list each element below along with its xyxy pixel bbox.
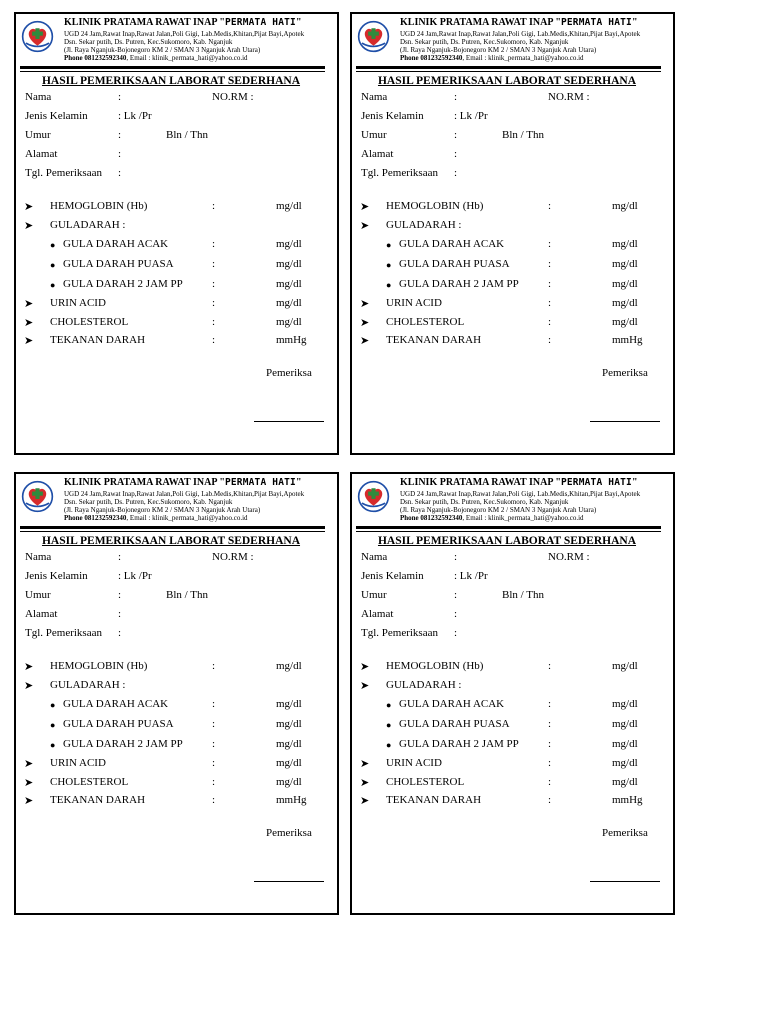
test-urin-acid-colon: : bbox=[548, 297, 552, 309]
signature-line bbox=[254, 880, 324, 882]
jenis-kelamin-label: Jenis Kelamin bbox=[25, 570, 88, 582]
test-hemoglobin-unit: mg/dl bbox=[612, 200, 638, 212]
arrow-bullet-icon: ➤ bbox=[360, 335, 370, 347]
test-urin-acid-unit: mg/dl bbox=[276, 297, 302, 309]
alamat-label: Alamat bbox=[361, 148, 394, 160]
test-hemoglobin-label: HEMOGLOBIN (Hb) bbox=[386, 660, 484, 672]
clinic-contact: Phone 081232592340, Email : klinik_permata_hati@yahoo.co.id bbox=[64, 514, 248, 522]
test-tekanan-darah-label: TEKANAN DARAH bbox=[50, 794, 146, 806]
arrow-bullet-icon: ➤ bbox=[360, 795, 370, 807]
test-guladarah-label: GULADARAH : bbox=[386, 219, 462, 231]
test-urin-acid-unit: mg/dl bbox=[276, 757, 302, 769]
test-hemoglobin-label: HEMOGLOBIN (Hb) bbox=[386, 200, 484, 212]
test-gula-puasa-colon: : bbox=[548, 718, 552, 730]
test-urin-acid-colon: : bbox=[212, 297, 216, 309]
jenis-kelamin-value: : Lk /Pr bbox=[118, 570, 152, 582]
dot-bullet-icon: ● bbox=[386, 280, 392, 290]
header-divider-thin bbox=[20, 71, 325, 72]
test-gula-2jam-pp-label: GULA DARAH 2 JAM PP bbox=[63, 278, 183, 290]
nama-colon: : bbox=[118, 91, 122, 103]
dot-bullet-icon: ● bbox=[386, 720, 392, 730]
test-tekanan-darah-unit: mmHg bbox=[612, 794, 643, 806]
tgl-pemeriksaan-colon: : bbox=[454, 167, 458, 179]
dot-bullet-icon: ● bbox=[386, 700, 392, 710]
arrow-bullet-icon: ➤ bbox=[360, 777, 370, 789]
test-hemoglobin-colon: : bbox=[212, 660, 216, 672]
jenis-kelamin-value: : Lk /Pr bbox=[454, 110, 488, 122]
alamat-label: Alamat bbox=[361, 608, 394, 620]
arrow-bullet-icon: ➤ bbox=[24, 201, 34, 213]
clinic-logo-icon bbox=[357, 20, 390, 53]
no-rm-label: NO.RM : bbox=[212, 551, 254, 563]
header-divider-thin bbox=[20, 531, 325, 532]
clinic-logo-icon bbox=[21, 20, 54, 53]
test-guladarah-label: GULADARAH : bbox=[50, 679, 126, 691]
no-rm-label: NO.RM : bbox=[212, 91, 254, 103]
test-tekanan-darah-unit: mmHg bbox=[612, 334, 643, 346]
test-tekanan-darah-colon: : bbox=[548, 794, 552, 806]
umur-unit: Bln / Thn bbox=[502, 129, 544, 141]
alamat-colon: : bbox=[454, 148, 458, 160]
dot-bullet-icon: ● bbox=[50, 700, 56, 710]
test-gula-puasa-label: GULA DARAH PUASA bbox=[63, 258, 174, 270]
umur-unit: Bln / Thn bbox=[166, 589, 208, 601]
test-tekanan-darah-label: TEKANAN DARAH bbox=[386, 794, 482, 806]
nama-colon: : bbox=[454, 91, 458, 103]
test-cholesterol-unit: mg/dl bbox=[276, 776, 302, 788]
alamat-colon: : bbox=[454, 608, 458, 620]
tgl-pemeriksaan-colon: : bbox=[118, 167, 122, 179]
clinic-address-line2: (Jl. Raya Nganjuk-Bojonegoro KM 2 / SMAN 3 Nganjuk Arah Utara) bbox=[400, 506, 597, 514]
clinic-contact: Phone 081232592340, Email : klinik_permata_hati@yahoo.co.id bbox=[64, 54, 248, 62]
arrow-bullet-icon: ➤ bbox=[360, 298, 370, 310]
test-gula-acak-unit: mg/dl bbox=[276, 698, 302, 710]
test-tekanan-darah-label: TEKANAN DARAH bbox=[386, 334, 482, 346]
test-cholesterol-unit: mg/dl bbox=[612, 776, 638, 788]
clinic-name: KLINIK PRATAMA RAWAT INAP "PERMATA HATI" bbox=[64, 477, 302, 488]
clinic-address-line1: Dsn. Sekar putih, Ds. Putren, Kec.Sukomoro, Kab. Nganjuk bbox=[64, 498, 233, 506]
no-rm-label: NO.RM : bbox=[548, 551, 590, 563]
clinic-address-line2: (Jl. Raya Nganjuk-Bojonegoro KM 2 / SMAN 3 Nganjuk Arah Utara) bbox=[64, 506, 261, 514]
alamat-label: Alamat bbox=[25, 148, 58, 160]
clinic-services: UGD 24 Jam,Rawat Inap,Rawat Jalan,Poli Gigi, Lab.Medis,Khitan,Pijat Bayi,Apotek bbox=[64, 490, 305, 498]
dot-bullet-icon: ● bbox=[50, 720, 56, 730]
clinic-address-line1: Dsn. Sekar putih, Ds. Putren, Kec.Sukomoro, Kab. Nganjuk bbox=[400, 38, 569, 46]
arrow-bullet-icon: ➤ bbox=[24, 220, 34, 232]
examiner-label: Pemeriksa bbox=[602, 827, 648, 839]
test-cholesterol-unit: mg/dl bbox=[276, 316, 302, 328]
clinic-contact: Phone 081232592340, Email : klinik_permata_hati@yahoo.co.id bbox=[400, 54, 584, 62]
tgl-pemeriksaan-colon: : bbox=[118, 627, 122, 639]
arrow-bullet-icon: ➤ bbox=[24, 335, 34, 347]
test-gula-2jam-pp-colon: : bbox=[548, 278, 552, 290]
arrow-bullet-icon: ➤ bbox=[24, 758, 34, 770]
test-guladarah-label: GULADARAH : bbox=[386, 679, 462, 691]
alamat-label: Alamat bbox=[25, 608, 58, 620]
test-gula-puasa-colon: : bbox=[548, 258, 552, 270]
document-title: HASIL PEMERIKSAAN LABORAT SEDERHANA bbox=[377, 75, 637, 87]
test-cholesterol-colon: : bbox=[548, 776, 552, 788]
no-rm-label: NO.RM : bbox=[548, 91, 590, 103]
umur-label: Umur bbox=[25, 129, 51, 141]
arrow-bullet-icon: ➤ bbox=[24, 680, 34, 692]
jenis-kelamin-label: Jenis Kelamin bbox=[25, 110, 88, 122]
umur-label: Umur bbox=[361, 129, 387, 141]
nama-label: Nama bbox=[25, 91, 52, 103]
test-gula-acak-unit: mg/dl bbox=[612, 238, 638, 250]
umur-unit: Bln / Thn bbox=[502, 589, 544, 601]
arrow-bullet-icon: ➤ bbox=[360, 758, 370, 770]
test-hemoglobin-unit: mg/dl bbox=[276, 200, 302, 212]
arrow-bullet-icon: ➤ bbox=[24, 298, 34, 310]
test-gula-2jam-pp-colon: : bbox=[548, 738, 552, 750]
clinic-services: UGD 24 Jam,Rawat Inap,Rawat Jalan,Poli Gigi, Lab.Medis,Khitan,Pijat Bayi,Apotek bbox=[400, 30, 641, 38]
test-tekanan-darah-label: TEKANAN DARAH bbox=[50, 334, 146, 346]
test-gula-acak-unit: mg/dl bbox=[276, 238, 302, 250]
test-hemoglobin-label: HEMOGLOBIN (Hb) bbox=[50, 200, 148, 212]
test-cholesterol-unit: mg/dl bbox=[612, 316, 638, 328]
test-gula-puasa-unit: mg/dl bbox=[276, 718, 302, 730]
test-gula-puasa-label: GULA DARAH PUASA bbox=[399, 718, 510, 730]
test-cholesterol-label: CHOLESTEROL bbox=[386, 776, 465, 788]
dot-bullet-icon: ● bbox=[50, 260, 56, 270]
clinic-logo-icon bbox=[21, 480, 54, 513]
arrow-bullet-icon: ➤ bbox=[24, 661, 34, 673]
test-gula-puasa-unit: mg/dl bbox=[612, 258, 638, 270]
test-urin-acid-label: URIN ACID bbox=[50, 297, 106, 309]
tgl-pemeriksaan-label: Tgl. Pemeriksaan bbox=[25, 627, 102, 639]
nama-colon: : bbox=[118, 551, 122, 563]
clinic-services: UGD 24 Jam,Rawat Inap,Rawat Jalan,Poli Gigi, Lab.Medis,Khitan,Pijat Bayi,Apotek bbox=[400, 490, 641, 498]
test-gula-acak-colon: : bbox=[212, 238, 216, 250]
test-gula-2jam-pp-unit: mg/dl bbox=[276, 738, 302, 750]
document-title: HASIL PEMERIKSAAN LABORAT SEDERHANA bbox=[41, 535, 301, 547]
document-title: HASIL PEMERIKSAAN LABORAT SEDERHANA bbox=[377, 535, 637, 547]
examiner-label: Pemeriksa bbox=[266, 367, 312, 379]
umur-colon: : bbox=[118, 129, 122, 141]
test-tekanan-darah-unit: mmHg bbox=[276, 794, 307, 806]
test-cholesterol-label: CHOLESTEROL bbox=[386, 316, 465, 328]
test-hemoglobin-colon: : bbox=[548, 200, 552, 212]
test-gula-acak-label: GULA DARAH ACAK bbox=[399, 238, 505, 250]
arrow-bullet-icon: ➤ bbox=[24, 777, 34, 789]
test-gula-acak-label: GULA DARAH ACAK bbox=[63, 698, 169, 710]
document-title: HASIL PEMERIKSAAN LABORAT SEDERHANA bbox=[41, 75, 301, 87]
test-cholesterol-colon: : bbox=[212, 776, 216, 788]
test-gula-acak-colon: : bbox=[212, 698, 216, 710]
header-divider-thin bbox=[356, 531, 661, 532]
test-cholesterol-label: CHOLESTEROL bbox=[50, 776, 129, 788]
test-hemoglobin-label: HEMOGLOBIN (Hb) bbox=[50, 660, 148, 672]
lab-result-card bbox=[350, 12, 675, 455]
test-gula-puasa-colon: : bbox=[212, 258, 216, 270]
test-cholesterol-label: CHOLESTEROL bbox=[50, 316, 129, 328]
clinic-contact: Phone 081232592340, Email : klinik_permata_hati@yahoo.co.id bbox=[400, 514, 584, 522]
test-gula-2jam-pp-label: GULA DARAH 2 JAM PP bbox=[399, 278, 519, 290]
nama-label: Nama bbox=[361, 551, 388, 563]
tgl-pemeriksaan-label: Tgl. Pemeriksaan bbox=[25, 167, 102, 179]
test-gula-2jam-pp-unit: mg/dl bbox=[276, 278, 302, 290]
clinic-address-line2: (Jl. Raya Nganjuk-Bojonegoro KM 2 / SMAN 3 Nganjuk Arah Utara) bbox=[64, 46, 261, 54]
jenis-kelamin-value: : Lk /Pr bbox=[454, 570, 488, 582]
test-urin-acid-colon: : bbox=[548, 757, 552, 769]
clinic-logo-icon bbox=[357, 480, 390, 513]
test-gula-2jam-pp-colon: : bbox=[212, 738, 216, 750]
test-gula-puasa-label: GULA DARAH PUASA bbox=[63, 718, 174, 730]
test-gula-2jam-pp-label: GULA DARAH 2 JAM PP bbox=[63, 738, 183, 750]
test-tekanan-darah-colon: : bbox=[212, 794, 216, 806]
test-gula-2jam-pp-unit: mg/dl bbox=[612, 278, 638, 290]
dot-bullet-icon: ● bbox=[386, 240, 392, 250]
test-tekanan-darah-colon: : bbox=[212, 334, 216, 346]
test-urin-acid-label: URIN ACID bbox=[386, 297, 442, 309]
tgl-pemeriksaan-colon: : bbox=[454, 627, 458, 639]
arrow-bullet-icon: ➤ bbox=[360, 317, 370, 329]
test-hemoglobin-colon: : bbox=[212, 200, 216, 212]
umur-label: Umur bbox=[361, 589, 387, 601]
umur-colon: : bbox=[454, 589, 458, 601]
clinic-name: KLINIK PRATAMA RAWAT INAP "PERMATA HATI" bbox=[400, 477, 638, 488]
test-gula-acak-label: GULA DARAH ACAK bbox=[399, 698, 505, 710]
header-divider-thick bbox=[356, 66, 661, 69]
test-tekanan-darah-colon: : bbox=[548, 334, 552, 346]
test-cholesterol-colon: : bbox=[212, 316, 216, 328]
signature-line bbox=[590, 420, 660, 422]
arrow-bullet-icon: ➤ bbox=[360, 201, 370, 213]
test-guladarah-label: GULADARAH : bbox=[50, 219, 126, 231]
test-urin-acid-unit: mg/dl bbox=[612, 757, 638, 769]
lab-result-card bbox=[14, 12, 339, 455]
test-gula-acak-colon: : bbox=[548, 698, 552, 710]
jenis-kelamin-label: Jenis Kelamin bbox=[361, 110, 424, 122]
test-gula-2jam-pp-label: GULA DARAH 2 JAM PP bbox=[399, 738, 519, 750]
umur-colon: : bbox=[118, 589, 122, 601]
lab-result-card bbox=[350, 472, 675, 915]
umur-label: Umur bbox=[25, 589, 51, 601]
examiner-label: Pemeriksa bbox=[602, 367, 648, 379]
umur-unit: Bln / Thn bbox=[166, 129, 208, 141]
header-divider-thick bbox=[356, 526, 661, 529]
test-urin-acid-colon: : bbox=[212, 757, 216, 769]
dot-bullet-icon: ● bbox=[50, 240, 56, 250]
signature-line bbox=[590, 880, 660, 882]
clinic-address-line1: Dsn. Sekar putih, Ds. Putren, Kec.Sukomoro, Kab. Nganjuk bbox=[400, 498, 569, 506]
examiner-label: Pemeriksa bbox=[266, 827, 312, 839]
nama-label: Nama bbox=[25, 551, 52, 563]
jenis-kelamin-value: : Lk /Pr bbox=[118, 110, 152, 122]
tgl-pemeriksaan-label: Tgl. Pemeriksaan bbox=[361, 627, 438, 639]
alamat-colon: : bbox=[118, 148, 122, 160]
tgl-pemeriksaan-label: Tgl. Pemeriksaan bbox=[361, 167, 438, 179]
test-urin-acid-label: URIN ACID bbox=[386, 757, 442, 769]
test-gula-puasa-unit: mg/dl bbox=[276, 258, 302, 270]
dot-bullet-icon: ● bbox=[386, 740, 392, 750]
test-gula-acak-label: GULA DARAH ACAK bbox=[63, 238, 169, 250]
clinic-address-line1: Dsn. Sekar putih, Ds. Putren, Kec.Sukomoro, Kab. Nganjuk bbox=[64, 38, 233, 46]
clinic-address-line2: (Jl. Raya Nganjuk-Bojonegoro KM 2 / SMAN 3 Nganjuk Arah Utara) bbox=[400, 46, 597, 54]
test-hemoglobin-unit: mg/dl bbox=[612, 660, 638, 672]
arrow-bullet-icon: ➤ bbox=[360, 680, 370, 692]
dot-bullet-icon: ● bbox=[50, 280, 56, 290]
test-gula-2jam-pp-colon: : bbox=[212, 278, 216, 290]
test-gula-acak-unit: mg/dl bbox=[612, 698, 638, 710]
test-hemoglobin-colon: : bbox=[548, 660, 552, 672]
test-urin-acid-label: URIN ACID bbox=[50, 757, 106, 769]
test-cholesterol-colon: : bbox=[548, 316, 552, 328]
header-divider-thick bbox=[20, 66, 325, 69]
test-hemoglobin-unit: mg/dl bbox=[276, 660, 302, 672]
dot-bullet-icon: ● bbox=[50, 740, 56, 750]
dot-bullet-icon: ● bbox=[386, 260, 392, 270]
header-divider-thin bbox=[356, 71, 661, 72]
test-urin-acid-unit: mg/dl bbox=[612, 297, 638, 309]
arrow-bullet-icon: ➤ bbox=[24, 795, 34, 807]
arrow-bullet-icon: ➤ bbox=[24, 317, 34, 329]
signature-line bbox=[254, 420, 324, 422]
arrow-bullet-icon: ➤ bbox=[360, 661, 370, 673]
clinic-services: UGD 24 Jam,Rawat Inap,Rawat Jalan,Poli Gigi, Lab.Medis,Khitan,Pijat Bayi,Apotek bbox=[64, 30, 305, 38]
header-divider-thick bbox=[20, 526, 325, 529]
clinic-name: KLINIK PRATAMA RAWAT INAP "PERMATA HATI" bbox=[400, 17, 638, 28]
test-gula-puasa-colon: : bbox=[212, 718, 216, 730]
arrow-bullet-icon: ➤ bbox=[360, 220, 370, 232]
lab-result-card bbox=[14, 472, 339, 915]
test-tekanan-darah-unit: mmHg bbox=[276, 334, 307, 346]
umur-colon: : bbox=[454, 129, 458, 141]
test-gula-2jam-pp-unit: mg/dl bbox=[612, 738, 638, 750]
jenis-kelamin-label: Jenis Kelamin bbox=[361, 570, 424, 582]
clinic-name: KLINIK PRATAMA RAWAT INAP "PERMATA HATI" bbox=[64, 17, 302, 28]
test-gula-puasa-unit: mg/dl bbox=[612, 718, 638, 730]
test-gula-acak-colon: : bbox=[548, 238, 552, 250]
nama-label: Nama bbox=[361, 91, 388, 103]
test-gula-puasa-label: GULA DARAH PUASA bbox=[399, 258, 510, 270]
nama-colon: : bbox=[454, 551, 458, 563]
alamat-colon: : bbox=[118, 608, 122, 620]
